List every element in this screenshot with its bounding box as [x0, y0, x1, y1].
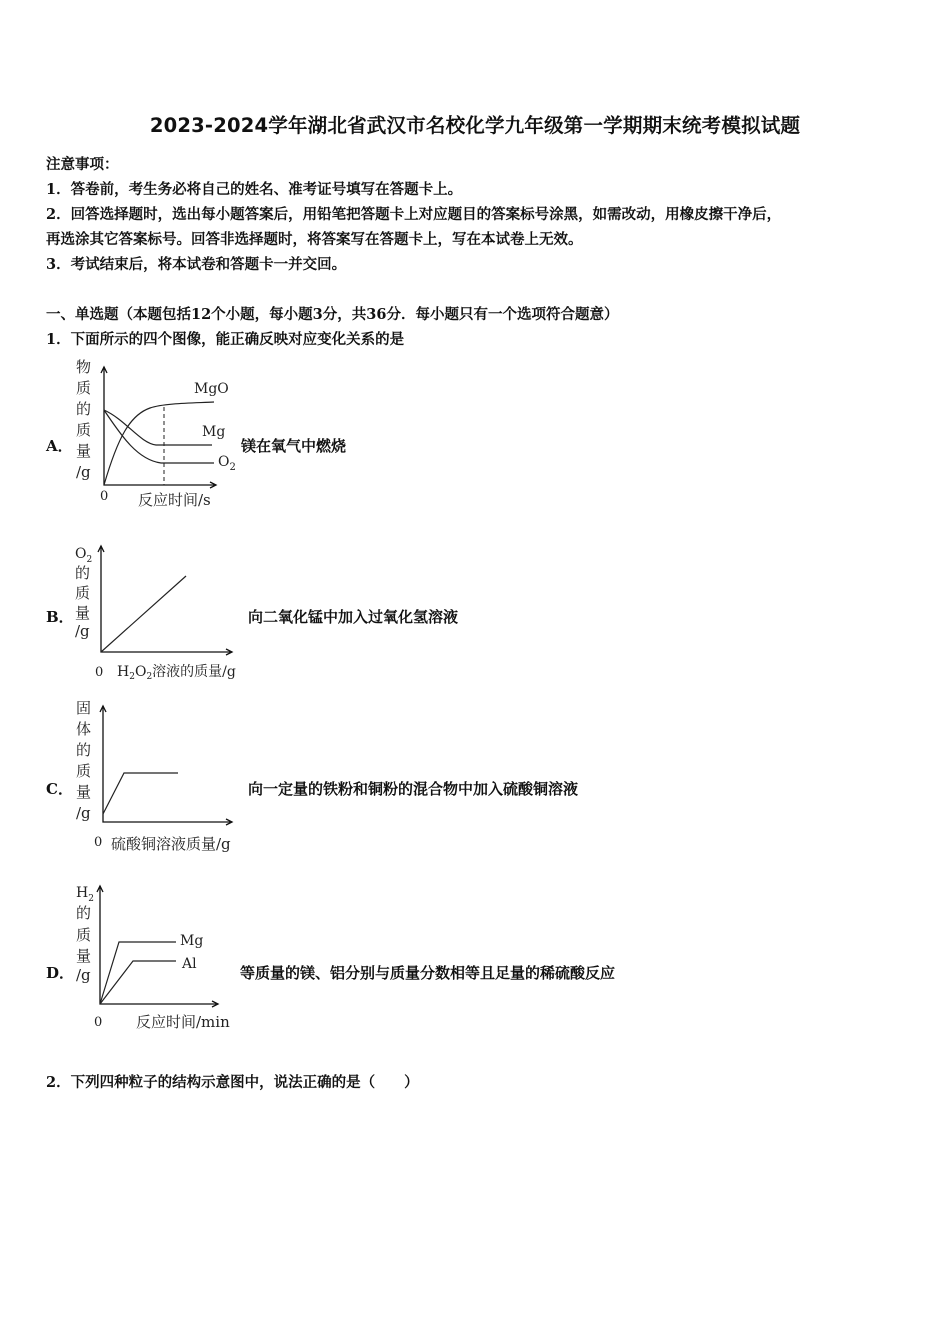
curve-mgo: [104, 402, 214, 485]
svg-text:体: 体: [76, 720, 92, 738]
svg-text:量: 量: [76, 947, 92, 965]
svg-text:质: 质: [75, 584, 91, 602]
svg-text:量: 量: [76, 442, 92, 460]
x-axis-label: 反应时间/min: [136, 1013, 230, 1031]
origin-label: 0: [94, 835, 103, 850]
svg-text:质: 质: [76, 379, 92, 397]
option-c-graph: [66, 696, 256, 856]
svg-text:的: 的: [76, 741, 92, 759]
svg-text:质: 质: [76, 926, 92, 944]
option-b-label: B．: [46, 608, 74, 626]
x-axis-label: 反应时间/s: [138, 491, 211, 509]
label-mg: Mg: [202, 424, 226, 440]
y-axis-label: [76, 358, 91, 481]
x-axis-label: 硫酸铜溶液质量/g: [111, 835, 231, 853]
option-c-label: C．: [46, 780, 73, 798]
svg-text:/g: /g: [76, 804, 91, 822]
x-axis-label: $H_2O_2$溶液的质量/g: [117, 664, 236, 682]
label-mgo: MgO: [194, 381, 229, 397]
svg-text:/g: /g: [75, 622, 90, 640]
option-d-graph: [66, 880, 256, 1035]
svg-text:质: 质: [76, 762, 92, 780]
y-axis-label: [75, 546, 92, 640]
svg-text:的: 的: [76, 904, 92, 922]
svg-text:量: 量: [76, 783, 92, 801]
option-d-label: D．: [46, 964, 75, 982]
option-a-label: A．: [46, 437, 73, 455]
origin-label: 0: [100, 489, 109, 504]
notice-heading: 注意事项：: [46, 156, 119, 173]
notice-item: 1．答卷前，考生务必将自己的姓名、准考证号填写在答题卡上。: [46, 181, 463, 198]
option-c-description: 向一定量的铁粉和铜粉的混合物中加入硫酸铜溶液: [248, 780, 579, 798]
label-mg: Mg: [180, 933, 204, 949]
page-title: 2023-2024学年湖北省武汉市名校化学九年级第一学期期末统考模拟试题: [149, 114, 801, 137]
option-b-description: 向二氧化锰中加入过氧化氢溶液: [248, 608, 459, 626]
question-2-stem: 2．下列四种粒子的结构示意图中，说法正确的是（ ）: [46, 1074, 419, 1091]
svg-text:的: 的: [76, 400, 92, 418]
y-axis-label: [76, 885, 94, 984]
notice-item: 再选涂其它答案标号。回答非选择题时，将答案写在答题卡上，写在本试卷上无效。: [46, 231, 583, 248]
option-a-description: 镁在氧气中燃烧: [241, 437, 347, 455]
svg-text:质: 质: [76, 421, 92, 439]
label-al: Al: [182, 956, 197, 972]
axes: [101, 546, 232, 652]
notice-item: 3．考试结束后，将本试卷和答题卡一并交回。: [46, 256, 347, 273]
svg-text:固: 固: [76, 699, 92, 717]
option-d-description: 等质量的镁、铝分别与质量分数相等且足量的稀硫酸反应: [240, 964, 616, 982]
curve-o2: [101, 576, 186, 652]
curve-mg: [100, 942, 176, 1004]
curve-o2: [104, 410, 214, 463]
svg-text:/g: /g: [76, 966, 91, 984]
axes: [103, 706, 232, 822]
option-b-graph: [66, 540, 256, 685]
origin-label: 0: [95, 665, 104, 680]
svg-text:的: 的: [75, 564, 91, 582]
section-heading: 一、单选题（本题包括12个小题，每小题3分，共36分．每小题只有一个选项符合题意）: [46, 306, 619, 323]
svg-text:H2: $H_2$: [76, 885, 94, 904]
notice-item: 2．回答选择题时，选出每小题答案后，用铅笔把答题卡上对应题目的答案标号涂黑，如需改动，用橡皮擦干净后，: [46, 206, 782, 223]
svg-text:/g: /g: [76, 463, 91, 481]
svg-text:量: 量: [75, 604, 91, 622]
curve-solid-mass: [103, 773, 178, 814]
svg-text:O2: $O_2$: [75, 546, 93, 565]
svg-text:物: 物: [76, 358, 92, 376]
y-axis-label: [76, 699, 91, 822]
origin-label: 0: [94, 1015, 103, 1030]
question-1-stem: 1．下面所示的四个图像，能正确反映对应变化关系的是: [46, 331, 405, 348]
option-a-graph: [66, 355, 246, 515]
label-o2: $O_2$: [218, 454, 236, 473]
